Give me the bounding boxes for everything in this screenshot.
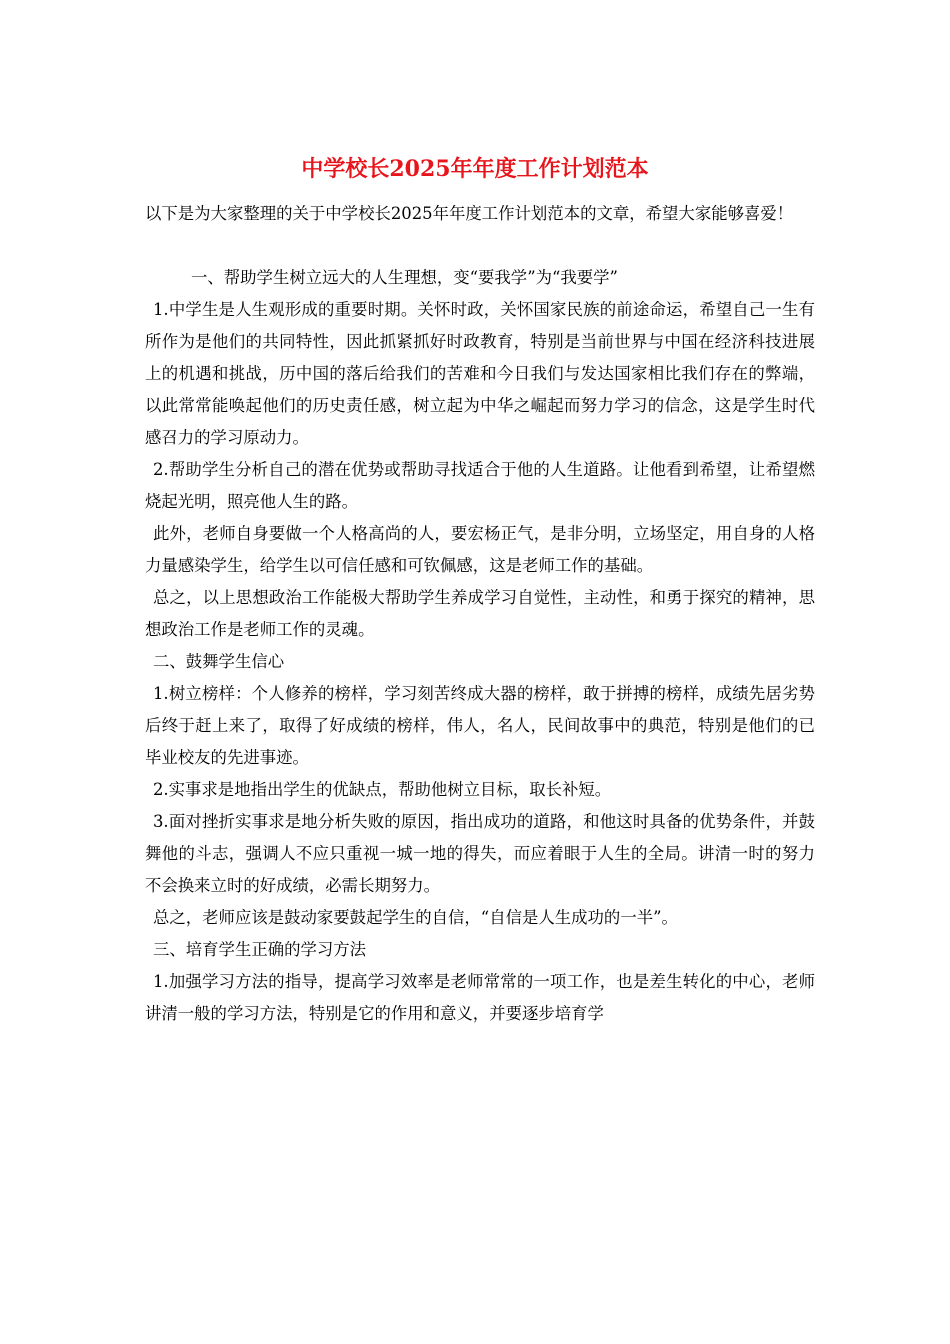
paragraph-item: 总之，老师应该是鼓动家要鼓起学生的自信，“自信是人生成功的一半”。 <box>153 908 678 927</box>
section-heading-3: 三、培育学生正确的学习方法 <box>153 940 367 959</box>
paragraph-item: 1.中学生是人生观形成的重要时期。关怀时政，关怀国家民族的前途命运，希望自己一生有所作为是他们的共同特性，因此抓紧抓好时政教育，特别是当前世界与中国在经济科技进展上的机遇和挑战，历中国的落后给我们的苦难和今日我们与发达国家相比我们存在的弊端，以此常常能唤起他们的历史责任感，树立起为中华之崛起而努力学习的信念，这是学生时代感召力的学习原动力。 <box>145 300 815 447</box>
intro-paragraph: 以下是为大家整理的关于中学校长2025年年度工作计划范本的文章，希望大家能够喜爱！ <box>145 204 794 223</box>
paragraph-item: 2.帮助学生分析自己的潜在优势或帮助寻找适合于他的人生道路。让他看到希望，让希望燃烧起光明，照亮他人生的路。 <box>145 460 815 511</box>
document-title: 中学校长2025年年度工作计划范本 <box>301 156 649 182</box>
paragraph-item: 2.实事求是地指出学生的优缺点，帮助他树立目标，取长补短。 <box>153 780 612 799</box>
document-body <box>145 198 815 1030</box>
paragraph-item: 1.加强学习方法的指导，提高学习效率是老师常常的一项工作，也是差生转化的中心，老师讲清一般的学习方法，特别是它的作用和意义，并要逐步培育学 <box>145 972 815 1023</box>
paragraph-item: 总之，以上思想政治工作能极大帮助学生养成学习自觉性，主动性，和勇于探究的精神，思想政治工作是老师工作的灵魂。 <box>145 588 815 639</box>
paragraph-item: 3.面对挫折实事求是地分析失败的原因，指出成功的道路，和他这时具备的优势条件，并鼓舞他的斗志，强调人不应只重视一城一地的得失，而应着眼于人生的全局。讲清一时的努力不会换来立时的好成绩，必需长期努力。 <box>145 812 815 895</box>
section-heading-1: 一、帮助学生树立远大的人生理想，变“要我学”为“我要学” <box>191 268 618 287</box>
section-heading-2: 二、鼓舞学生信心 <box>153 652 285 671</box>
paragraph-item: 1.树立榜样：个人修养的榜样，学习刻苦终成大器的榜样，敢于拼搏的榜样，成绩先居劣势后终于赶上来了，取得了好成绩的榜样，伟人，名人，民间故事中的典范，特别是他们的已毕业校友的先进事迹。 <box>145 684 815 767</box>
paragraph-item: 此外，老师自身要做一个人格高尚的人，要宏杨正气，是非分明，立场坚定，用自身的人格力量感染学生，给学生以可信任感和可钦佩感，这是老师工作的基础。 <box>145 524 815 575</box>
